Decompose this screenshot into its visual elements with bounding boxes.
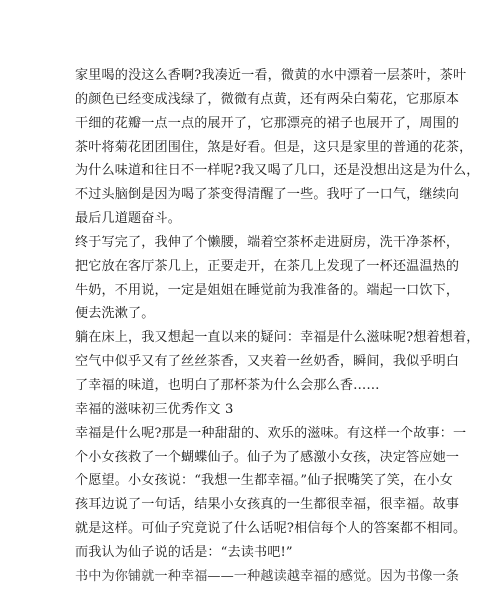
essay-text-block — [75, 64, 480, 589]
text-line: 牛奶，不用说，一定是姐姐在睡觉前为我准备的。端起一口饮下， — [75, 282, 460, 298]
text-line: 最后几道题奋斗。 — [75, 211, 181, 227]
text-line: 终于写完了，我伸了个懒腰，端着空茶杯走进厨房，洗干净茶杯， — [75, 234, 460, 250]
text-line: 而我认为仙子说的话是：“去读书吧!” — [75, 544, 293, 560]
text-line: 为什么味道和往日不一样呢?我又喝了几口，还是没想出这是为什么， — [75, 163, 480, 179]
text-line: 不过头脑倒是因为喝了茶变得清醒了一些。我吁了一口气，继续向 — [75, 187, 460, 203]
text-line: 便去洗漱了。 — [75, 306, 155, 322]
text-line: 个小女孩救了一个蝴蝶仙子。仙子为了感激小女孩，决定答应她一 — [75, 449, 460, 465]
text-line: 空气中似乎又有了丝丝茶香，又夹着一丝奶香，瞬间，我似乎明白 — [75, 354, 460, 370]
text-line: 幸福是什么呢?那是一种甜甜的、欢乐的滋味。有这样一个故事：一 — [75, 425, 467, 441]
text-line: 个愿望。小女孩说：“我想一生都幸福。”仙子抿嘴笑了笑，在小女 — [75, 473, 453, 489]
text-line: 了幸福的味道，也明白了那杯茶为什么会那么香…… — [75, 377, 380, 393]
text-line: 孩耳边说了一句话，结果小女孩真的一生都很幸福，很幸福。故事 — [75, 497, 460, 513]
text-line: 干细的花瓣一点一点的展开了，它那漂亮的裙子也展开了，周围的 — [75, 115, 460, 131]
text-line: 躺在床上，我又想起一直以来的疑问：幸福是什么滋味呢?想着想着， — [75, 330, 480, 346]
text-line: 家里喝的没这么香啊?我凑近一看，微黄的水中漂着一层茶叶，茶叶 — [75, 68, 467, 83]
text-line: 就是这样。可仙子究竟说了什么话呢?相信每个人的答案都不相同。 — [75, 521, 467, 537]
text-line: 茶叶将菊花团团围住，煞是好看。但是，这只是家里的普通的花茶， — [75, 139, 473, 155]
section-heading: 幸福的滋味初三优秀作文 3 — [75, 401, 234, 417]
text-line-cut-off: 书中为你铺就一种幸福——一种越读越幸福的感觉。因为书像一条 — [75, 568, 460, 584]
text-line: 把它放在客厅茶几上，正要走开，在茶几上发现了一杯还温温热的 — [75, 258, 460, 274]
text-line: 的颜色已经变成浅绿了，微微有点黄，还有两朵白菊花，它那原本 — [75, 91, 460, 107]
